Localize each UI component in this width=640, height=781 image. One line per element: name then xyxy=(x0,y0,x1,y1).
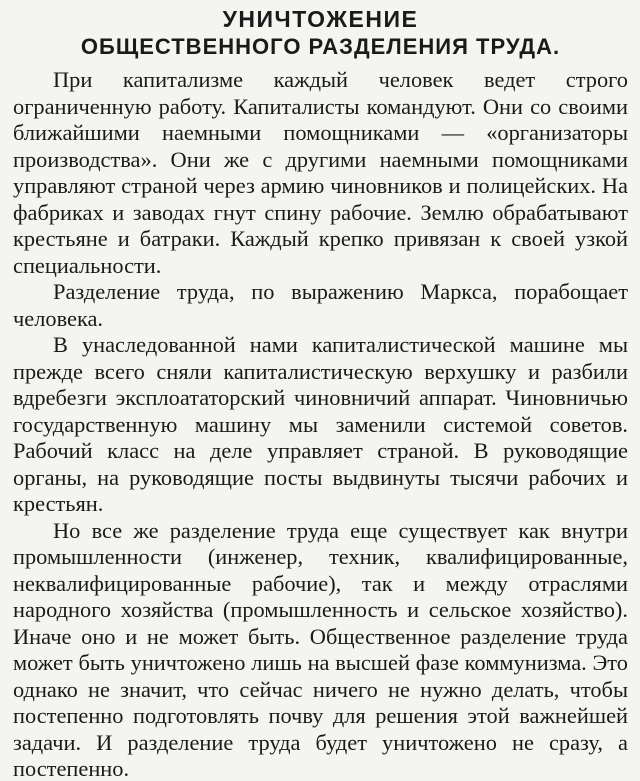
paragraph-3: В унаследованной нами капиталистической машине мы прежде всего сняли капиталистическую верхушку и разбили вдребезги эксплоататорский чиновничий аппарат. Чиновничью государственную машину мы заменили системой советов. Рабочий класс на деле управляет страной. В руководящие органы, на руководящие посты выдвинуты тысячи рабочих и крестьян. xyxy=(13,332,628,516)
paragraph-1: При капитализме каждый человек ведет строго ограниченную работу. Капиталисты командуют. Они со своими ближайшими наемными помощниками — «организаторы производства». Они же с другими наемными помощниками управляют страной через армию чиновников и полицейских. На фабриках и заводах гнут спину рабочие. Землю обрабатывают крестьяне и батраки. Каждый крепко привязан к своей узкой специальности. xyxy=(13,67,628,278)
paragraph-2: Разделение труда, по выражению Маркса, порабощает человека. xyxy=(13,279,628,331)
title-line-2: ОБЩЕСТВЕННОГО РАЗДЕЛЕНИЯ ТРУДА. xyxy=(80,34,561,59)
article-body xyxy=(13,67,628,781)
title-line-1: УНИЧТОЖЕНИЕ xyxy=(222,6,419,32)
paragraph-4: Но все же разделение труда еще существует как внутри промышленности (инженер, техник, квалифицированные, неквалифицированные рабочие), так и между отраслями народного хозяйства (промышленность и сельское хозяйство). Иначе оно и не может быть. Общественное разделение труда может быть уничтожено лишь на высшей фазе коммунизма. Это однако не значит, что сейчас ничего не нужно делать, чтобы постепенно подготовлять почву для решения этой важнейшей задачи. И разделение труда будет уничтожено не сразу, а постепенно. xyxy=(13,517,628,781)
article-title xyxy=(13,6,628,60)
